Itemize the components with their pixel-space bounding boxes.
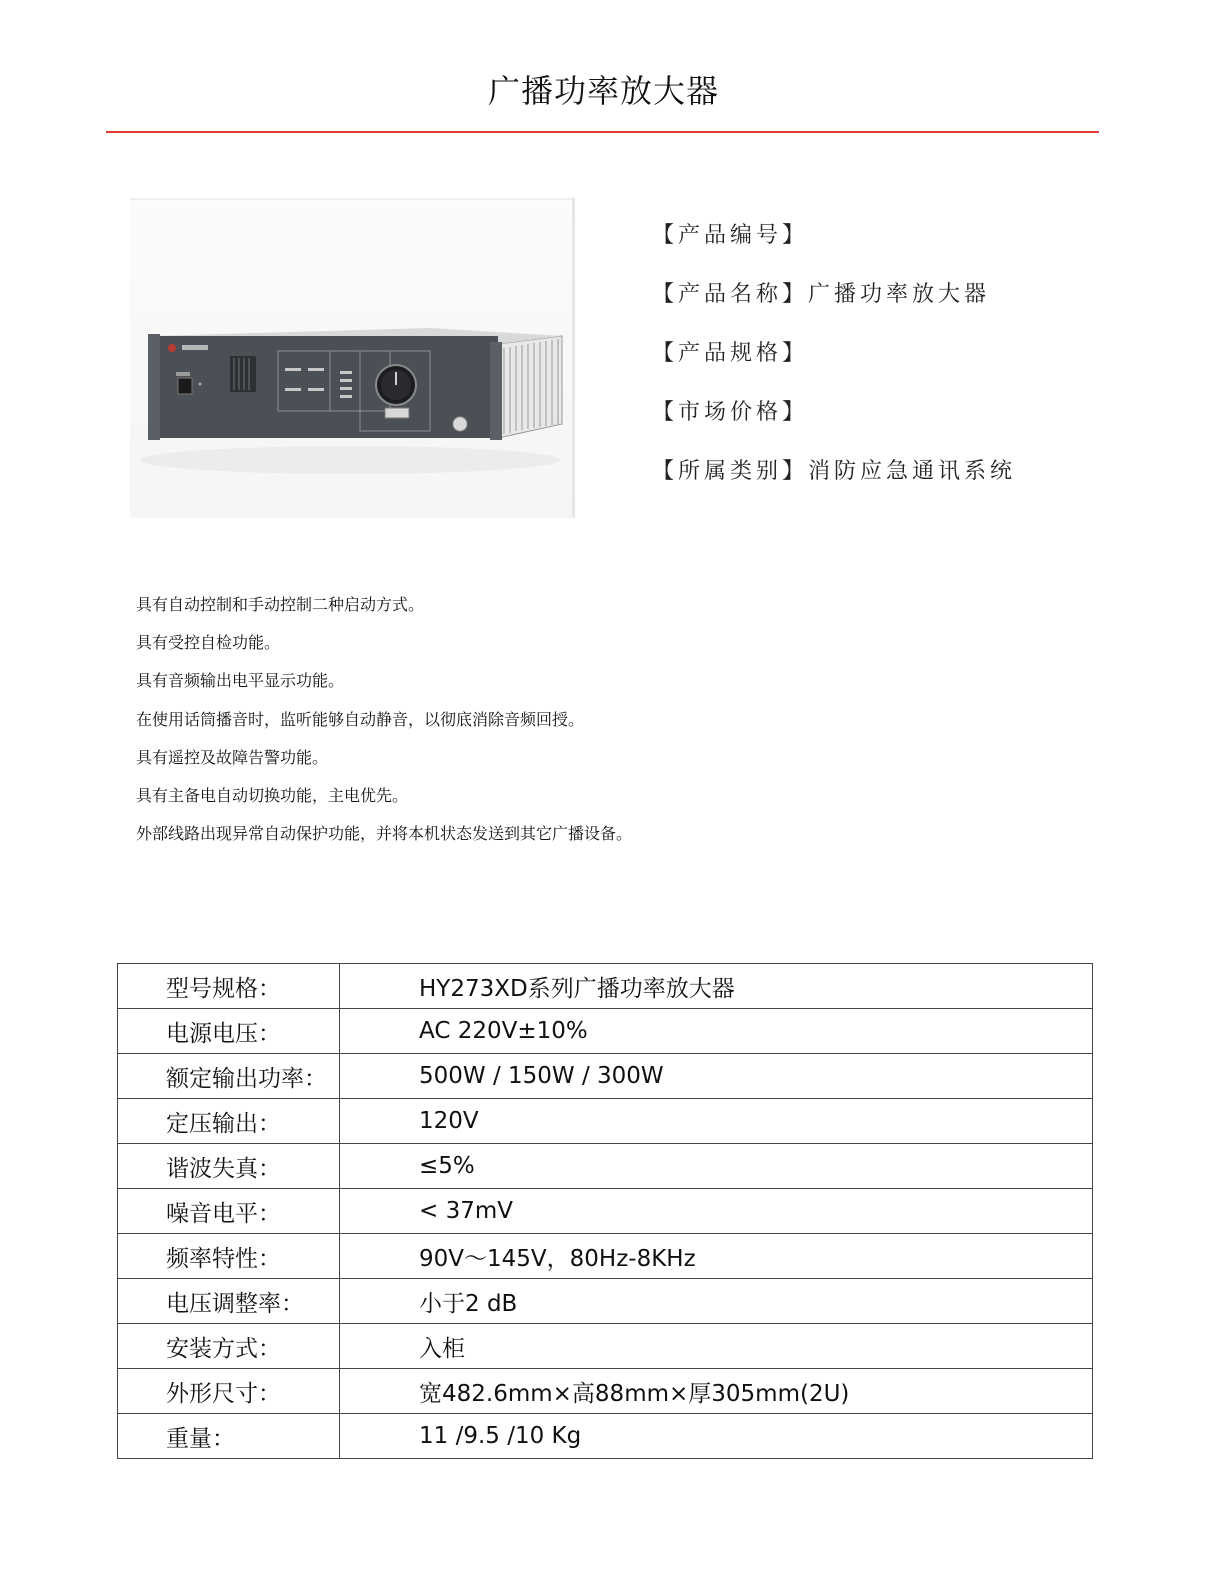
table-row — [118, 1099, 1093, 1144]
spec-value: 宽482.6mm×高88mm×厚305mm(2U) — [340, 1369, 1093, 1414]
table-row — [118, 964, 1093, 1009]
spec-value: 小于2 dB — [340, 1279, 1093, 1324]
product-info — [652, 218, 1016, 513]
spec-value: 120V — [340, 1099, 1093, 1144]
table-row — [118, 1279, 1093, 1324]
info-label: 【市场价格】 — [652, 400, 809, 425]
table-row — [118, 1144, 1093, 1189]
spec-value: ≤5% — [340, 1144, 1093, 1189]
spec-key: 安装方式： — [118, 1324, 340, 1369]
info-value: 广播功率放大器 — [808, 282, 991, 307]
info-product-name — [652, 277, 1016, 336]
info-label: 【所属类别】 — [652, 459, 809, 484]
spec-key: 谐波失真： — [118, 1144, 340, 1189]
info-category — [652, 454, 1016, 513]
table-row — [118, 1234, 1093, 1279]
feature-item: 具有音频输出电平显示功能。 — [136, 671, 345, 691]
amplifier-illustration — [130, 198, 575, 518]
table-row — [118, 1189, 1093, 1234]
spec-key: 额定输出功率： — [118, 1054, 340, 1099]
info-label: 【产品编号】 — [652, 223, 809, 248]
info-market-price — [652, 395, 1016, 454]
feature-list — [136, 592, 632, 859]
table-row — [118, 1009, 1093, 1054]
table-row — [118, 1369, 1093, 1414]
spec-key: 外形尺寸： — [118, 1369, 340, 1414]
table-row — [118, 1414, 1093, 1459]
table-row — [118, 1054, 1093, 1099]
spec-key: 重量： — [118, 1414, 340, 1459]
spec-value: < 37mV — [340, 1189, 1093, 1234]
page-title: 广播功率放大器 — [487, 72, 719, 110]
spec-key: 频率特性： — [118, 1234, 340, 1279]
spec-value: HY273XD系列广播功率放大器 — [340, 964, 1093, 1009]
spec-value: 500W / 150W / 300W — [340, 1054, 1093, 1099]
spec-value: 入柜 — [340, 1324, 1093, 1369]
info-product-number — [652, 218, 1016, 277]
feature-item: 外部线路出现异常自动保护功能，并将本机状态发送到其它广播设备。 — [136, 824, 633, 844]
feature-item: 具有自动控制和手动控制二种启动方式。 — [136, 595, 425, 614]
spec-table — [117, 963, 1093, 1459]
spec-value: AC 220V±10% — [340, 1009, 1093, 1054]
table-row — [118, 1324, 1093, 1369]
spec-value: 11 /9.5 /10 Kg — [340, 1414, 1093, 1459]
feature-item: 具有主备电自动切换功能，主电优先。 — [136, 785, 409, 805]
spec-value: 90V～145V，80Hz-8KHz — [340, 1234, 1093, 1279]
info-product-spec — [652, 336, 1016, 395]
spec-key: 型号规格： — [118, 964, 340, 1009]
info-label: 【产品规格】 — [652, 341, 809, 366]
title-divider — [106, 131, 1099, 133]
info-value: 消防应急通讯系统 — [808, 459, 1017, 484]
feature-item: 在使用话筒播音时，监听能够自动静音，以彻底消除音频回授。 — [136, 709, 585, 729]
feature-item: 具有遥控及故障告警功能。 — [136, 747, 329, 767]
spec-key: 电源电压： — [118, 1009, 340, 1054]
spec-key: 噪音电平： — [118, 1189, 340, 1234]
spec-key: 定压输出： — [118, 1099, 340, 1144]
spec-key: 电压调整率： — [118, 1279, 340, 1324]
feature-item: 具有受控自检功能。 — [136, 633, 281, 653]
product-image — [130, 198, 575, 518]
info-label: 【产品名称】 — [652, 282, 809, 307]
